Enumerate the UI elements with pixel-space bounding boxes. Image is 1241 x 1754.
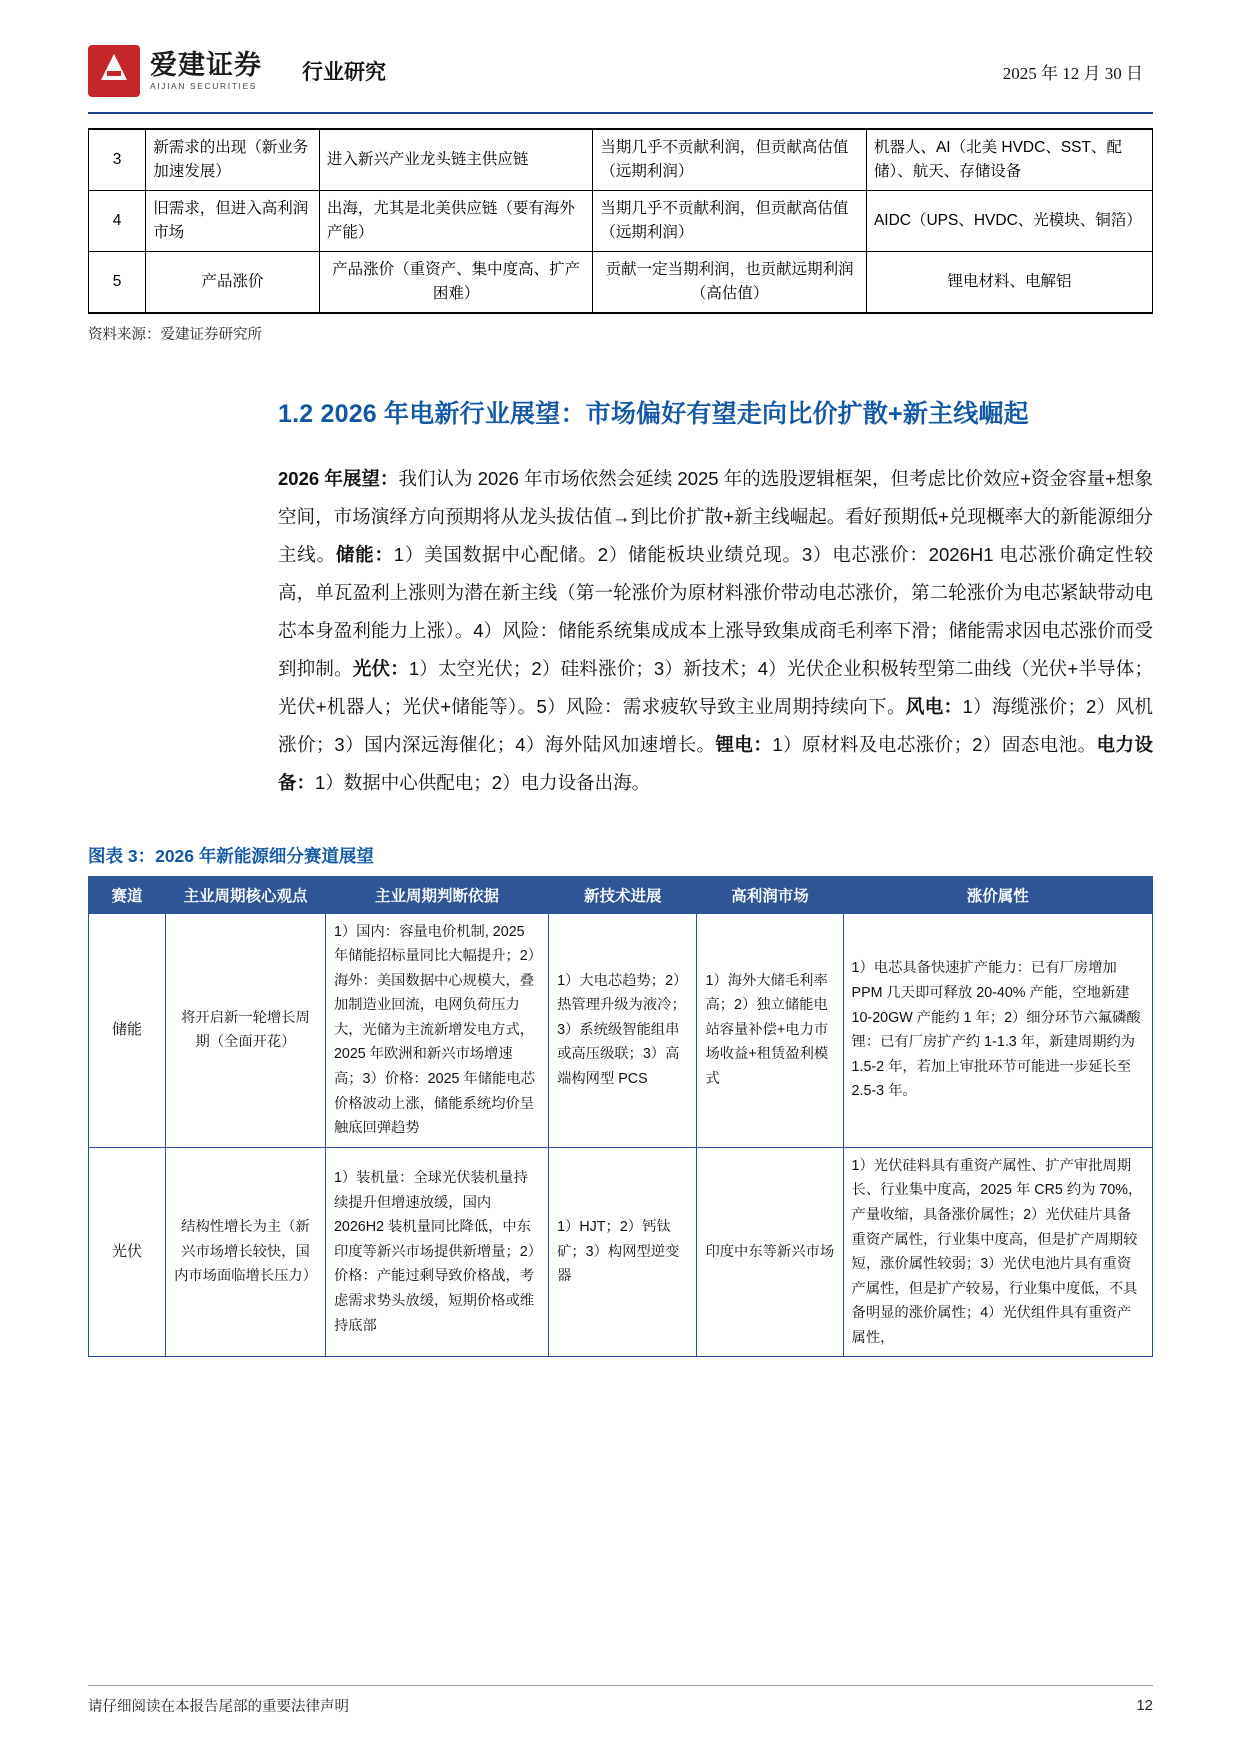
row-index: 4 <box>89 191 146 252</box>
col-header-core: 主业周期核心观点 <box>166 876 326 913</box>
continuation-table <box>88 128 1153 314</box>
segment-label-power: 电力设备： <box>278 734 1153 794</box>
table-row <box>89 913 1153 1147</box>
table-row <box>89 191 1153 252</box>
exhibit-title: 图表 3：2026 年新能源细分赛道展望 <box>88 845 374 866</box>
row-profit: 当期几乎不贡献利润，但贡献高估值（远期利润） <box>593 129 867 191</box>
segment-text-storage: 1）美国数据中心配储。2）储能板块业绩兑现。3）电芯涨价：2026H1 电芯涨价确定性较高，单瓦盈利上涨则为潜在新主线（第一轮涨价为原材料涨价带动电芯涨价，第二轮涨价为电芯紧缺带动电芯本身盈利能力上涨）。4）风险：储能系统集成成本上涨导致集成商毛利率下滑；储能需求因电芯涨价而受到抑制。 <box>278 543 1153 680</box>
source-note: 资料来源：爱建证券研究所 <box>88 327 262 344</box>
segment-text-wind: 1）海缆涨价；2）风机涨价；3）国内深远海催化；4）海外陆风加速增长。 <box>278 696 1153 756</box>
cell-price-attr: 1）电芯具备快速扩产能力：已有厂房增加 PPM 几天即可释放 20-40% 产能，空地新建 10-20GW 产能约 1 年；2）细分环节六氟磷酸锂：已有厂房扩产约 1-1.3 年，新建周期约为 1.5-2 年，若加上审批环节可能进一步延长至 2.5-3 年。 <box>843 913 1152 1147</box>
row-index: 5 <box>89 252 146 314</box>
cell-core-view: 将开启新一轮增长周期（全面开花） <box>166 913 326 1147</box>
cell-track: 光伏 <box>89 1147 166 1357</box>
page-header <box>88 40 1153 114</box>
col-header-basis: 主业周期判断依据 <box>325 876 548 913</box>
cell-tech: 1）HJT；2）钙钛矿；3）构网型逆变器 <box>549 1147 697 1357</box>
segment-label-lithium: 锂电： <box>715 734 773 756</box>
segment-label-storage: 储能： <box>335 543 394 565</box>
paragraph-body: 我们认为 2026 年市场依然会延续 2025 年的选股逻辑框架，但考虑比价效应+资金容量+想象空间，市场演绎方向预期将从龙头拔估值→到比价扩散+新主线崛起。看好预期低+兑现概率大的新能源细分主线。 <box>278 467 1153 565</box>
brand-name-en: AIJIAN SECURITIES <box>150 81 258 92</box>
cell-market: 1）海外大储毛利率高；2）独立储能电站容量补偿+电力市场收益+租赁盈利模式 <box>697 913 843 1147</box>
page-title: 行业研究 <box>302 61 386 84</box>
row-index: 3 <box>89 129 146 191</box>
paragraph-lead: 2026 年展望： <box>278 467 399 489</box>
row-path: 产品涨价（重资产、集中度高、扩产困难） <box>319 252 593 314</box>
row-demand: 新需求的出现（新业务加速发展） <box>146 129 320 191</box>
cell-market: 印度中东等新兴市场 <box>697 1147 843 1357</box>
row-profit: 贡献一定当期利润，也贡献远期利润（高估值） <box>593 252 867 314</box>
footer-disclaimer: 请仔细阅读在本报告尾部的重要法律声明 <box>88 1699 349 1715</box>
col-header-tech: 新技术进展 <box>549 876 697 913</box>
segment-text-pv: 1）太空光伏；2）硅料涨价；3）新技术；4）光伏企业积极转型第二曲线（光伏+半导体；光伏+机器人；光伏+储能等）。5）风险：需求疲软导致主业周期持续向下。 <box>278 658 1153 718</box>
cell-core-view: 结构性增长为主（新兴市场增长较快，国内市场面临增长压力） <box>166 1147 326 1357</box>
section-paragraph <box>278 460 1153 803</box>
brand-name-cn: 爱建证券 <box>150 49 262 80</box>
page-footer <box>88 1685 1153 1716</box>
triangle-logo-icon <box>88 45 140 97</box>
segment-text-power: 1）数据中心供配电；2）电力设备出海。 <box>315 772 651 794</box>
table-row <box>89 252 1153 314</box>
table-header-row <box>89 876 1153 913</box>
col-header-price: 涨价属性 <box>843 876 1152 913</box>
cell-price-attr: 1）光伏硅料具有重资产属性、扩产审批周期长、行业集中度高，2025 年 CR5 约为 70%，产量收缩，具备涨价属性；2）光伏硅片具备重资产属性，行业集中度高，但是扩产周期较短，涨价属性较弱；3）光伏电池片具有重资产属性，但是扩产较易，行业集中度低，不具备明显的涨价属性；4）光伏组件具有重资产属性， <box>843 1147 1152 1357</box>
cell-tech: 1）大电芯趋势；2）热管理升级为液冷；3）系统级智能组串或高压级联；3）高端构网型 PCS <box>549 913 697 1147</box>
col-header-track: 赛道 <box>89 876 166 913</box>
row-demand: 旧需求，但进入高利润市场 <box>146 191 320 252</box>
report-date: 2025 年 12 月 30 日 <box>1002 63 1143 83</box>
col-header-market: 高利润市场 <box>697 876 843 913</box>
segment-label-wind: 风电： <box>905 696 963 718</box>
table-row <box>89 129 1153 191</box>
segment-label-pv: 光伏： <box>352 658 409 680</box>
row-demand: 产品涨价 <box>146 252 320 314</box>
row-targets: 锂电材料、电解铝 <box>866 252 1152 314</box>
segment-text-lithium: 1）原材料及电芯涨价；2）固态电池。 <box>772 734 1097 756</box>
cell-basis: 1）装机量：全球光伏装机量持续提升但增速放缓，国内 2026H2 装机量同比降低，中东印度等新兴市场提供新增量；2）价格：产能过剩导致价格战，考虑需求势头放缓，短期价格或维持底部 <box>325 1147 548 1357</box>
cell-basis: 1）国内：容量电价机制, 2025 年储能招标量同比大幅提升；2）海外：美国数据中心规模大，叠加制造业回流，电网负荷压力大，光储为主流新增发电方式，2025 年欧洲和新兴市场增速高；3）价格：2025 年储能电芯价格波动上涨，储能系统均价呈触底回弹趋势 <box>325 913 548 1147</box>
table-row <box>89 1147 1153 1357</box>
section-heading: 1.2 2026 年电新行业展望：市场偏好有望走向比价扩散+新主线崛起 <box>278 400 1029 429</box>
row-targets: 机器人、AI（北美 HVDC、SST、配储）、航天、存储设备 <box>866 129 1152 191</box>
page-number: 12 <box>1136 1697 1153 1714</box>
row-targets: AIDC（UPS、HVDC、光模块、铜箔） <box>866 191 1152 252</box>
sector-outlook-table <box>88 876 1153 1358</box>
row-path: 出海，尤其是北美供应链（要有海外产能） <box>319 191 593 252</box>
brand-logo <box>88 45 288 97</box>
row-path: 进入新兴产业龙头链主供应链 <box>319 129 593 191</box>
cell-track: 储能 <box>89 913 166 1147</box>
row-profit: 当期几乎不贡献利润，但贡献高估值（远期利润） <box>593 191 867 252</box>
